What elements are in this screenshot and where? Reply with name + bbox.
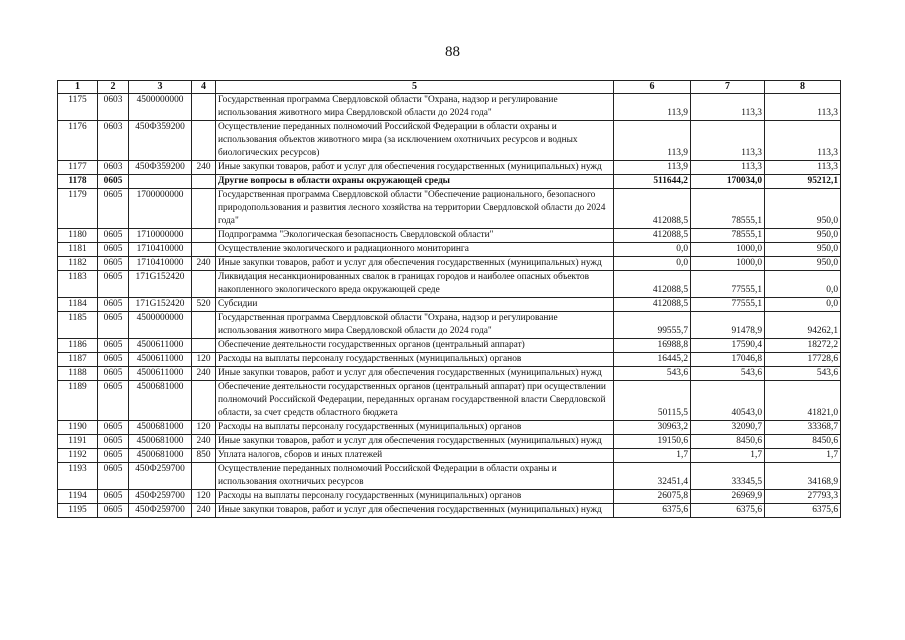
row-number: 1186 [58,339,98,353]
target-article-code: 4500611000 [129,353,192,367]
amount-col8: 95212,1 [765,175,841,189]
column-header: 7 [691,81,765,94]
row-number: 1188 [58,367,98,381]
amount-col7: 33345,5 [691,463,765,490]
amount-col8: 950,0 [765,189,841,229]
amount-col8: 1,7 [765,449,841,463]
item-name: Расходы на выплаты персоналу государственных (муниципальных) органов [216,490,614,504]
target-article-code: 4500681000 [129,435,192,449]
target-article-code: 4500681000 [129,381,192,421]
target-article-code: 1710000000 [129,229,192,243]
expense-type-code: 120 [192,353,216,367]
section-code: 0605 [98,381,129,421]
table-row [58,229,841,243]
amount-col8: 34168,9 [765,463,841,490]
item-name: Подпрограмма "Экологическая безопасность Свердловской области" [216,229,614,243]
amount-col6: 412088,5 [614,189,691,229]
amount-col8: 41821,0 [765,381,841,421]
section-code: 0605 [98,189,129,229]
section-code: 0605 [98,271,129,298]
amount-col6: 26075,8 [614,490,691,504]
row-number: 1194 [58,490,98,504]
item-name: Иные закупки товаров, работ и услуг для обеспечения государственных (муниципальных) нужд [216,161,614,175]
amount-col6: 6375,6 [614,504,691,518]
amount-col6: 543,6 [614,367,691,381]
column-header: 1 [58,81,98,94]
expense-type-code: 120 [192,490,216,504]
table-row [58,339,841,353]
section-code: 0605 [98,353,129,367]
amount-col8: 113,3 [765,94,841,121]
table-row [58,121,841,161]
row-number: 1175 [58,94,98,121]
table-row [58,298,841,312]
section-code: 0605 [98,490,129,504]
amount-col7: 8450,6 [691,435,765,449]
expense-type-code [192,94,216,121]
amount-col8: 0,0 [765,271,841,298]
item-name: Государственная программа Свердловской области "Охрана, надзор и регулирование использования животного мира Свердловской области до 2024 года" [216,312,614,339]
amount-col7: 113,3 [691,161,765,175]
amount-col7: 26969,9 [691,490,765,504]
amount-col7: 170034,0 [691,175,765,189]
amount-col8: 94262,1 [765,312,841,339]
row-number: 1182 [58,257,98,271]
amount-col8: 18272,2 [765,339,841,353]
amount-col6: 16988,8 [614,339,691,353]
table-row [58,94,841,121]
row-number: 1193 [58,463,98,490]
amount-col8: 950,0 [765,243,841,257]
target-article-code: 1710410000 [129,257,192,271]
page-number: 88 [445,44,460,60]
section-code: 0605 [98,463,129,490]
amount-col7: 113,3 [691,94,765,121]
column-header: 6 [614,81,691,94]
item-name: Другие вопросы в области охраны окружающей среды [216,175,614,189]
section-code: 0605 [98,367,129,381]
target-article-code: 450Ф259700 [129,463,192,490]
section-code: 0605 [98,435,129,449]
table-row [58,175,841,189]
item-name: Расходы на выплаты персоналу государственных (муниципальных) органов [216,353,614,367]
budget-table [57,80,841,518]
amount-col6: 16445,2 [614,353,691,367]
amount-col6: 412088,5 [614,298,691,312]
target-article-code: 171G152420 [129,271,192,298]
row-number: 1178 [58,175,98,189]
section-code: 0605 [98,243,129,257]
section-code: 0605 [98,175,129,189]
item-name: Иные закупки товаров, работ и услуг для обеспечения государственных (муниципальных) нужд [216,367,614,381]
table-row [58,435,841,449]
section-code: 0605 [98,229,129,243]
table-row [58,463,841,490]
item-name: Иные закупки товаров, работ и услуг для обеспечения государственных (муниципальных) нужд [216,504,614,518]
table-row [58,243,841,257]
item-name: Государственная программа Свердловской области "Обеспечение рационального, безопасного природопользования и развития лесного хозяйства на территории Свердловской области до 2024 года" [216,189,614,229]
row-number: 1181 [58,243,98,257]
amount-col8: 6375,6 [765,504,841,518]
item-name: Осуществление переданных полномочий Российской Федерации в области охраны и использования объектов животного мира (за исключением охотничьих ресурсов и водных биологических ресурсов) [216,121,614,161]
target-article-code: 171G152420 [129,298,192,312]
amount-col8: 543,6 [765,367,841,381]
item-name: Государственная программа Свердловской области "Охрана, надзор и регулирование использования животного мира Свердловской области до 2024 года" [216,94,614,121]
expense-type-code: 120 [192,421,216,435]
table-row [58,367,841,381]
amount-col7: 543,6 [691,367,765,381]
row-number: 1179 [58,189,98,229]
amount-col7: 32090,7 [691,421,765,435]
amount-col6: 511644,2 [614,175,691,189]
table-row [58,353,841,367]
table-row [58,504,841,518]
target-article-code: 450Ф359200 [129,121,192,161]
item-name: Уплата налогов, сборов и иных платежей [216,449,614,463]
table-header-row [58,81,841,94]
row-number: 1192 [58,449,98,463]
amount-col7: 1000,0 [691,257,765,271]
amount-col8: 950,0 [765,257,841,271]
expense-type-code: 240 [192,435,216,449]
amount-col6: 1,7 [614,449,691,463]
amount-col6: 412088,5 [614,271,691,298]
row-number: 1177 [58,161,98,175]
section-code: 0605 [98,298,129,312]
amount-col6: 19150,6 [614,435,691,449]
table-row [58,257,841,271]
expense-type-code [192,271,216,298]
item-name: Осуществление переданных полномочий Российской Федерации в области охраны и использования охотничьих ресурсов [216,463,614,490]
amount-col8: 950,0 [765,229,841,243]
row-number: 1191 [58,435,98,449]
section-code: 0605 [98,339,129,353]
section-code: 0605 [98,312,129,339]
amount-col7: 113,3 [691,121,765,161]
amount-col6: 32451,4 [614,463,691,490]
amount-col7: 77555,1 [691,271,765,298]
column-header: 5 [216,81,614,94]
target-article-code: 4500000000 [129,94,192,121]
amount-col7: 91478,9 [691,312,765,339]
amount-col6: 0,0 [614,257,691,271]
target-article-code [129,175,192,189]
expense-type-code: 240 [192,504,216,518]
expense-type-code: 240 [192,161,216,175]
expense-type-code [192,121,216,161]
table-row [58,189,841,229]
column-header: 4 [192,81,216,94]
expense-type-code [192,189,216,229]
amount-col6: 99555,7 [614,312,691,339]
amount-col7: 40543,0 [691,381,765,421]
row-number: 1176 [58,121,98,161]
row-number: 1180 [58,229,98,243]
target-article-code: 4500681000 [129,449,192,463]
expense-type-code [192,463,216,490]
section-code: 0605 [98,257,129,271]
expense-type-code [192,312,216,339]
expense-type-code [192,339,216,353]
target-article-code: 4500000000 [129,312,192,339]
table-row [58,381,841,421]
amount-col7: 78555,1 [691,229,765,243]
table-row [58,449,841,463]
target-article-code: 450Ф259700 [129,490,192,504]
row-number: 1189 [58,381,98,421]
row-number: 1185 [58,312,98,339]
amount-col8: 113,3 [765,161,841,175]
item-name: Осуществление экологического и радиационного мониторинга [216,243,614,257]
table-row [58,161,841,175]
row-number: 1187 [58,353,98,367]
target-article-code: 4500681000 [129,421,192,435]
amount-col8: 27793,3 [765,490,841,504]
section-code: 0603 [98,121,129,161]
amount-col6: 50115,5 [614,381,691,421]
item-name: Обеспечение деятельности государственных органов (центральный аппарат) при осуществлении полномочий Российской Федерации, переданных органам государственной власти Свердловской области, за счет средств областного бюджета [216,381,614,421]
section-code: 0603 [98,94,129,121]
amount-col7: 78555,1 [691,189,765,229]
row-number: 1195 [58,504,98,518]
target-article-code: 4500611000 [129,367,192,381]
expense-type-code [192,229,216,243]
item-name: Ликвидация несанкционированных свалок в границах городов и наиболее опасных объектов накопленного экологического вреда окружающей среде [216,271,614,298]
amount-col7: 77555,1 [691,298,765,312]
table-row [58,312,841,339]
amount-col7: 17590,4 [691,339,765,353]
target-article-code: 450Ф259700 [129,504,192,518]
row-number: 1190 [58,421,98,435]
row-number: 1184 [58,298,98,312]
amount-col6: 113,9 [614,121,691,161]
amount-col8: 8450,6 [765,435,841,449]
expense-type-code [192,175,216,189]
item-name: Иные закупки товаров, работ и услуг для обеспечения государственных (муниципальных) нужд [216,257,614,271]
target-article-code: 450Ф359200 [129,161,192,175]
section-code: 0605 [98,421,129,435]
amount-col6: 113,9 [614,161,691,175]
expense-type-code: 520 [192,298,216,312]
amount-col7: 1000,0 [691,243,765,257]
amount-col7: 1,7 [691,449,765,463]
amount-col6: 412088,5 [614,229,691,243]
amount-col6: 0,0 [614,243,691,257]
amount-col6: 113,9 [614,94,691,121]
target-article-code: 4500611000 [129,339,192,353]
item-name: Обеспечение деятельности государственных органов (центральный аппарат) [216,339,614,353]
expense-type-code [192,243,216,257]
expense-type-code [192,381,216,421]
amount-col6: 30963,2 [614,421,691,435]
amount-col8: 113,3 [765,121,841,161]
expense-type-code: 850 [192,449,216,463]
target-article-code: 1700000000 [129,189,192,229]
item-name: Субсидии [216,298,614,312]
expense-type-code: 240 [192,367,216,381]
section-code: 0605 [98,449,129,463]
column-header: 8 [765,81,841,94]
section-code: 0605 [98,504,129,518]
amount-col8: 17728,6 [765,353,841,367]
item-name: Иные закупки товаров, работ и услуг для обеспечения государственных (муниципальных) нужд [216,435,614,449]
column-header: 3 [129,81,192,94]
column-header: 2 [98,81,129,94]
expense-type-code: 240 [192,257,216,271]
table-row [58,271,841,298]
section-code: 0603 [98,161,129,175]
amount-col8: 0,0 [765,298,841,312]
amount-col8: 33368,7 [765,421,841,435]
table-row [58,490,841,504]
target-article-code: 1710410000 [129,243,192,257]
amount-col7: 6375,6 [691,504,765,518]
item-name: Расходы на выплаты персоналу государственных (муниципальных) органов [216,421,614,435]
amount-col7: 17046,8 [691,353,765,367]
table-body [58,94,841,518]
table-row [58,421,841,435]
row-number: 1183 [58,271,98,298]
